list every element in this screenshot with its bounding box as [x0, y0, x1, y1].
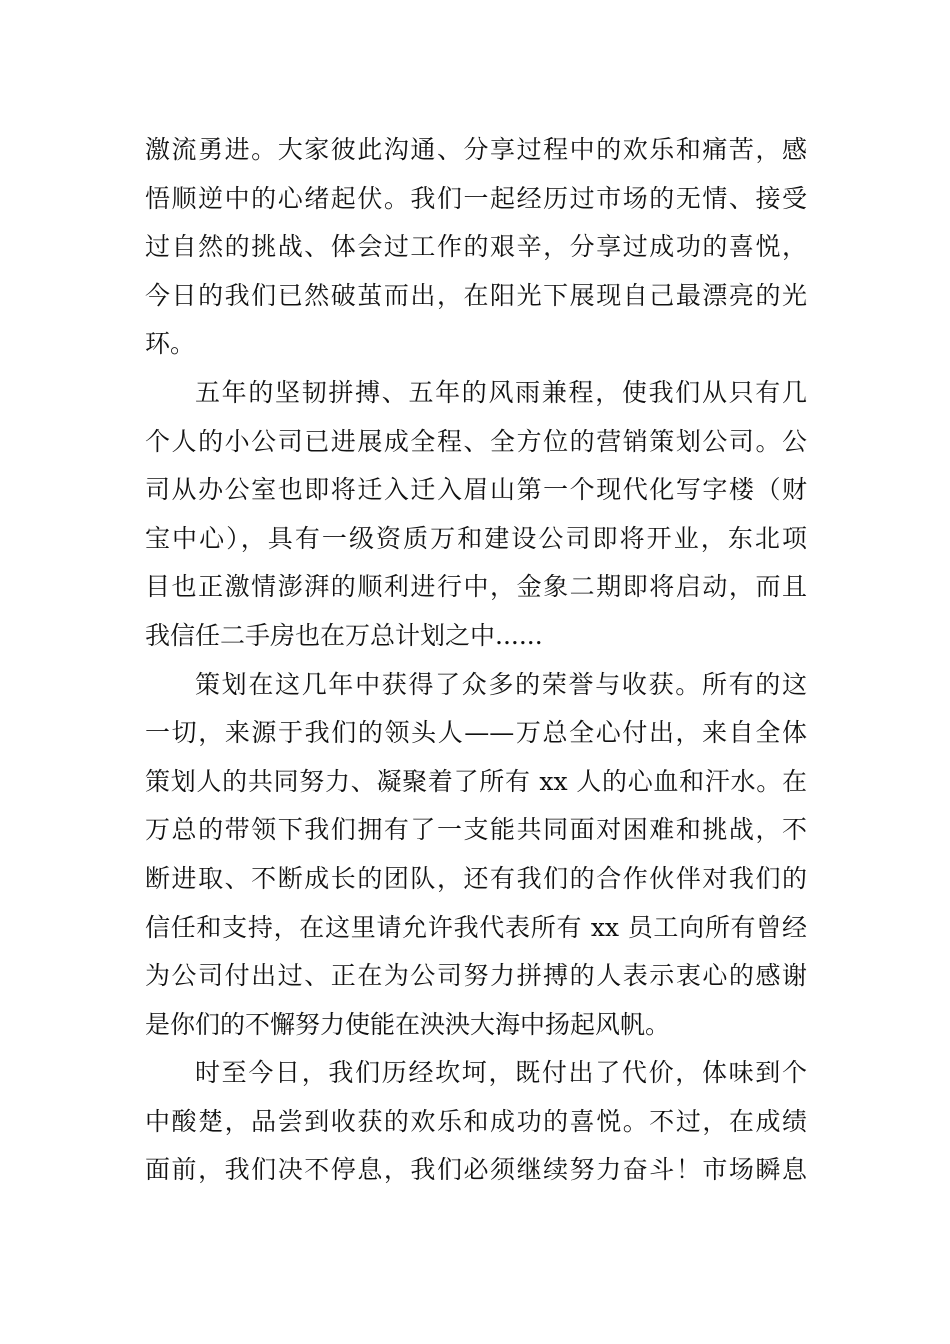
text-line: 一切，来源于我们的领头人——万总全心付出，来自全体: [145, 718, 807, 748]
text-line: 策划人的共同努力、凝聚着了所有 xx 人的心血和汗水。在: [145, 766, 807, 796]
paragraph-first-line: 五年的坚韧拼搏、五年的风雨兼程，使我们从只有几: [195, 377, 807, 407]
body-text: [145, 126, 807, 1195]
text-line: 断进取、不断成长的团队，还有我们的合作伙伴对我们的: [145, 863, 807, 893]
text-line: 我信任二手房也在万总计划之中......: [145, 620, 543, 650]
text-line: 司从办公室也即将迁入迁入眉山第一个现代化写字楼（财: [145, 475, 807, 505]
text-line: 是你们的不懈努力使能在泱泱大海中扬起风帆。: [145, 1009, 671, 1039]
text-line: 激流勇进。大家彼此沟通、分享过程中的欢乐和痛苦，感: [145, 135, 807, 164]
text-line: 为公司付出过、正在为公司努力拼搏的人表示衷心的感谢: [145, 961, 807, 991]
text-line: 面前，我们决不停息，我们必须继续努力奋斗！市场瞬息: [145, 1155, 807, 1185]
text-line: 中酸楚，品尝到收获的欢乐和成功的喜悦。不过，在成绩: [145, 1106, 807, 1136]
text-line: 目也正激情澎湃的顺利进行中，金象二期即将启动，而且: [145, 572, 807, 602]
text-line: 过自然的挑战、体会过工作的艰辛，分享过成功的喜悦，: [145, 232, 807, 262]
text-line: 个人的小公司已进展成全程、全方位的营销策划公司。公: [145, 426, 807, 456]
paragraph-first-line: 策划在这几年中获得了众多的荣誉与收获。所有的这: [195, 669, 807, 699]
paragraph-first-line: 时至今日，我们历经坎坷，既付出了代价，体味到个: [195, 1058, 807, 1088]
text-line: 悟顺逆中的心绪起伏。我们一起经历过市场的无情、接受: [145, 183, 807, 213]
text-line: 环。: [145, 329, 196, 359]
text-line: 信任和支持，在这里请允许我代表所有 xx 员工向所有曾经: [145, 912, 807, 942]
text-line: 今日的我们已然破茧而出，在阳光下展现自己最漂亮的光: [145, 280, 807, 310]
text-line: 万总的带领下我们拥有了一支能共同面对困难和挑战，不: [145, 815, 807, 845]
text-line: 宝中心），具有一级资质万和建设公司即将开业，东北项: [145, 523, 807, 553]
